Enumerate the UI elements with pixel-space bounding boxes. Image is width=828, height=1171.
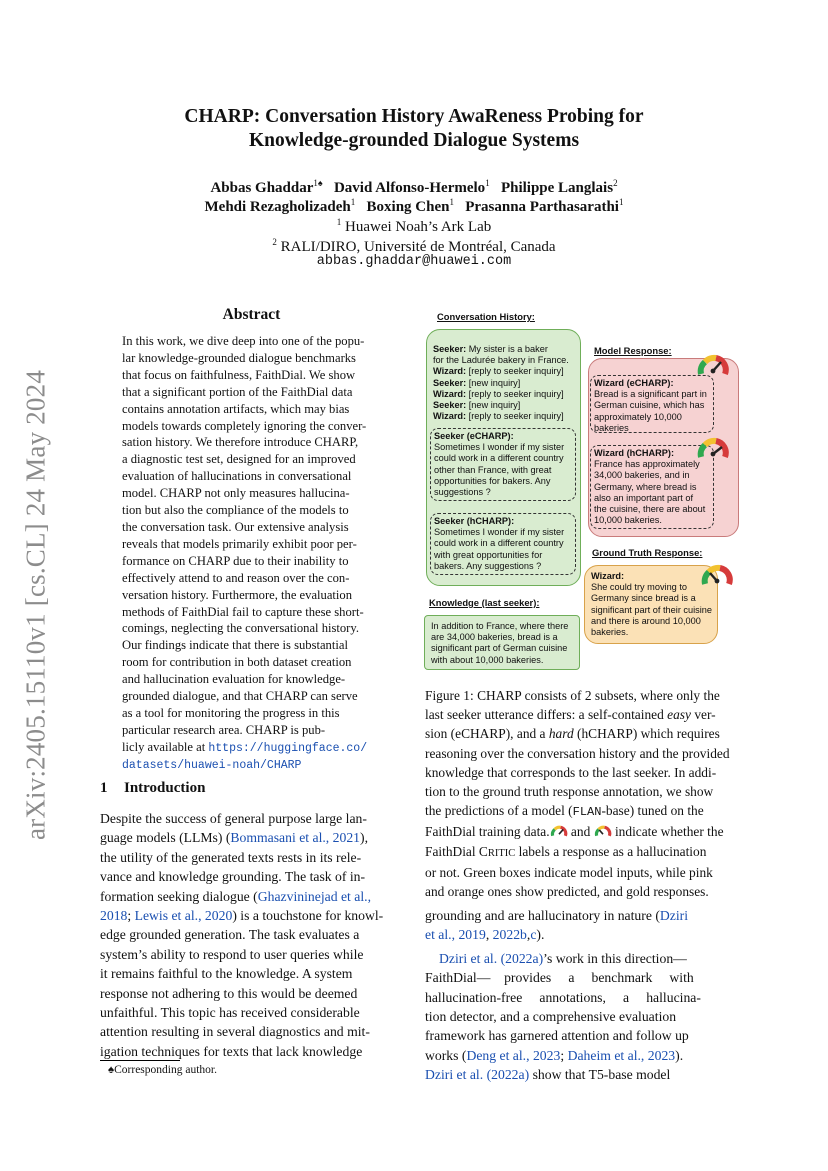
model-name: FLAN: [572, 805, 602, 820]
gold-line: bakeries.: [591, 627, 629, 638]
citation-link[interactable]: Dziri et al. (2022a): [425, 1067, 530, 1083]
abstract-line: that focus on faithfulness, FaithDial. We show: [122, 367, 356, 382]
section-heading-introduction: [100, 780, 205, 797]
caption-line: tion to the ground truth response annotation, we show: [425, 784, 714, 800]
caption-line: knowledge that corresponds to the last seeker. In addi-: [425, 764, 717, 780]
citation-link[interactable]: Lewis et al., 2020: [134, 908, 233, 924]
text-run: (hCHARP) which requires: [573, 726, 720, 742]
author-name: Boxing Chen: [366, 199, 450, 215]
seeker-line: Sometimes I wonder if my sister: [434, 442, 565, 453]
author-affil-sup: 2: [613, 178, 618, 188]
wizard-line: Bread is a significant part in: [594, 389, 707, 400]
title-line-2: Knowledge-grounded Dialogue Systems: [248, 130, 580, 151]
author-affil-sup: 1: [618, 197, 624, 207]
text-run: ).: [536, 927, 545, 943]
turn-text: [reply to seeker inquiry]: [466, 366, 564, 377]
citation-link[interactable]: Ghazvininejad et al.,: [257, 888, 372, 904]
gold-wizard-label: Wizard:: [591, 571, 625, 581]
body-line: hallucination-free annotations, a hallucina-: [425, 989, 701, 1005]
gold-line: Germany since bread is a: [591, 593, 696, 604]
wizard-line: Germany, where bread is: [594, 481, 697, 492]
intro-body: [100, 809, 403, 1061]
text-run: ) is a touchstone for knowl-: [232, 908, 384, 924]
seeker-line: Sometimes I wonder if my sister: [434, 527, 565, 538]
arxiv-side-stamp: [14, 345, 59, 865]
affil-sup: 1: [336, 217, 342, 227]
citation-link[interactable]: Deng et al., 2023: [466, 1047, 561, 1063]
caption-line: reasoning over the conversation history and the provided: [425, 745, 730, 761]
hallucination-gauge-icon: [550, 824, 568, 838]
knowledge-line: are 34,000 bakeries, bread is a: [431, 632, 558, 643]
knowledge-label: Knowledge (last seeker):: [429, 597, 540, 608]
speaker-label: Wizard:: [433, 388, 467, 399]
knowledge-line: In addition to France, where there: [431, 621, 569, 631]
seeker-line: with great opportunities for: [434, 549, 543, 560]
author-affil-sup: 1: [485, 178, 490, 188]
speaker-label: Seeker:: [433, 344, 467, 354]
wizard-line: bakeries: [594, 422, 629, 433]
ground-truth-label: Ground Truth Response:: [592, 547, 703, 558]
history-turn: [433, 411, 574, 422]
text-run: ).: [675, 1047, 684, 1063]
gold-line: She could try moving to: [591, 582, 688, 593]
abstract-line: that a significant portion of the FaithDial data: [122, 384, 353, 399]
abstract-heading: Abstract: [222, 306, 281, 323]
text-run: FaithDial training data.: [425, 824, 550, 840]
text-run: FaithDial C: [425, 843, 488, 859]
faithful-gauge-icon: [700, 562, 734, 596]
intro-line: [100, 887, 403, 906]
intro-line: it remains faithful to the knowledge. A system: [100, 966, 353, 982]
text-run: ),: [360, 830, 369, 846]
echarp-seeker-text: [434, 442, 572, 498]
speaker-label: Wizard:: [433, 366, 467, 377]
abstract-line: grounded dialogue, and that CHARP can serve: [122, 689, 358, 704]
turn-text: [new inquiry]: [466, 400, 521, 411]
affil-text: Huawei Noah’s Ark Lab: [345, 219, 492, 235]
seeker-line: other than France, with great: [434, 464, 552, 475]
intro-line: system’s ability to respond to user queries while: [100, 946, 364, 962]
text-run: ,: [526, 927, 531, 943]
hcharp-wizard-label: Wizard (hCHARP):: [594, 448, 675, 458]
seeker-line: could work in a different country: [434, 453, 564, 464]
text-run: ;: [560, 1047, 568, 1063]
seeker-line: could work in a different country: [434, 538, 564, 549]
abstract-line: models towards completely ignoring the conver-: [122, 418, 367, 433]
author-name: Prasanna Parthasarathi: [465, 199, 619, 215]
caption-line: [425, 724, 730, 743]
citation-link[interactable]: 2022b: [492, 927, 527, 943]
speaker-label: Seeker:: [433, 377, 467, 388]
echarp-seeker-box: [430, 428, 576, 501]
body-line: [425, 906, 730, 925]
arxiv-id-text: arXiv:2405.15110v1 [cs.CL] 24 May 2024: [20, 369, 51, 841]
intro-line: response not adhering to this would be deemed: [100, 985, 358, 1001]
intro-line: igation techniques for texts that lack knowledge: [100, 1043, 363, 1059]
body-line: [425, 949, 730, 968]
paper-title: [150, 105, 678, 153]
caption-line: or not. Green boxes indicate model inputs, while pink: [425, 864, 713, 880]
section-number: 1: [100, 780, 108, 796]
hcharp-seeker-text: [434, 527, 572, 572]
author-affil-sup: 1: [350, 197, 356, 207]
abstract-line: particular research area. CHARP is pub-: [122, 722, 326, 737]
turn-text: My sister is a baker: [466, 344, 548, 354]
text-run: formation seeking dialogue (: [100, 888, 258, 904]
footnote-rule: [100, 1060, 180, 1061]
turn-text: for the Ladurée bakery in France.: [433, 355, 569, 366]
citation-link[interactable]: et al., 2019: [425, 927, 486, 943]
body-line: FaithDial— provides a benchmark with: [425, 970, 694, 986]
text-run: ,: [485, 927, 493, 943]
wizard-line: the cuisine, there are about: [594, 504, 706, 515]
wizard-line: German cuisine, which has: [594, 400, 705, 411]
caption-line: [425, 705, 730, 724]
knowledge-line: significant part of German cuisine: [431, 643, 568, 654]
section-title: Introduction: [124, 780, 206, 796]
body-line: framework has garnered attention and follow up: [425, 1028, 689, 1044]
seeker-line: bakers. Any suggestions ?: [434, 560, 542, 571]
intro-line: Despite the success of general purpose large lan-: [100, 811, 367, 826]
affil-sup: 2: [272, 237, 277, 247]
echarp-wizard-text: [594, 389, 710, 434]
text-run: ver-: [690, 707, 716, 723]
history-turn: [433, 378, 574, 389]
citation-link[interactable]: Bommasani et al., 2021: [230, 830, 361, 846]
abstract-line: sation history. We therefore introduce CHARP,: [122, 435, 359, 450]
abstract-line: and hallucination evaluation for knowledge-: [122, 672, 346, 687]
abstract-line: methods of FaithDial fail to capture these short-: [122, 604, 364, 619]
text-run: the predictions of a model (: [425, 803, 573, 819]
emphasis-hard: hard: [548, 726, 574, 742]
title-line-1: CHARP: Conversation History AwaReness Probing for: [184, 106, 644, 127]
author-name: David Alfonso-Hermelo: [333, 180, 486, 196]
abstract-line: reveals that models primarily exhibit poor per-: [122, 536, 357, 551]
caption-line: [425, 842, 730, 863]
body-line: [425, 1065, 730, 1084]
hallucination-gauge-icon: [696, 352, 730, 386]
abstract-line: In this work, we dive deep into one of the popu-: [122, 334, 365, 348]
figure-1-caption: [425, 686, 730, 901]
turn-text: [new inquiry]: [466, 377, 521, 388]
ground-truth-box: [584, 565, 718, 644]
turn-text: [reply to seeker inquiry]: [466, 411, 564, 422]
abstract-line: formance on CHARP due to their inability to: [122, 553, 349, 568]
conversation-history-label: Conversation History:: [437, 311, 535, 322]
abstract-line: model. CHARP not only measures hallucina-: [122, 486, 350, 501]
hcharp-seeker-box: [430, 513, 576, 575]
intro-line: edge grounded generation. The task evaluates a: [100, 927, 360, 943]
knowledge-text: [431, 621, 573, 666]
citation-link[interactable]: Daheim et al., 2023: [567, 1047, 676, 1063]
text-run: ;: [127, 908, 135, 924]
model-response-label: Model Response:: [594, 345, 672, 356]
author-email[interactable]: abbas.ghaddar@huawei.com: [316, 254, 512, 269]
abstract-line: the conversation task. Our extensive analysis: [122, 519, 349, 534]
intro-line: attention resulting in several diagnostics and mit-: [100, 1024, 370, 1040]
author-name: Abbas Ghaddar: [210, 180, 314, 196]
abstract-line: Our findings indicate that there is substantial: [122, 638, 348, 653]
body-line: [425, 1046, 730, 1065]
abstract-line: effectively attend to and reason over the con-: [122, 570, 350, 585]
abstract-line: tion but also the compliance of the models to: [122, 503, 349, 518]
citation-link[interactable]: 2018: [100, 908, 128, 924]
intro-line: unfaithful. This topic has received considerable: [100, 1005, 360, 1021]
body-line: [425, 925, 730, 944]
abstract-line: as a tool for monitoring the progress in this: [122, 705, 340, 720]
abstract-body: [122, 333, 382, 775]
body-line: tion detector, and a comprehensive evaluation: [425, 1009, 677, 1025]
hcharp-seeker-label: Seeker (hCHARP):: [434, 516, 515, 526]
intro-line: [100, 828, 403, 847]
history-turn: [433, 366, 574, 377]
gold-line: significant part of their cuisine: [591, 604, 713, 615]
abstract-line: versation history. Furthermore, the evaluation: [122, 587, 353, 602]
text-run: sion (eCHARP), and a: [425, 726, 549, 742]
faithful-gauge-icon: [594, 824, 612, 838]
caption-line: Figure 1: CHARP consists of 2 subsets, where only the: [425, 688, 720, 703]
gold-text: [591, 582, 711, 638]
intro-line: vance and knowledge grounding. The task of in-: [100, 869, 366, 885]
abstract-line: a diagnostic test set, designed for an improved: [122, 452, 356, 467]
knowledge-line: with about 10,000 bakeries.: [431, 654, 544, 665]
history-turn: [433, 400, 574, 411]
history-turn: [433, 355, 574, 366]
affil-text: RALI/DIRO, Université de Montréal, Canada: [280, 239, 556, 255]
text-run: guage models (LLMs) (: [100, 830, 231, 846]
turn-text: [reply to seeker inquiry]: [466, 388, 564, 399]
text-run: ’s work in this direction—: [543, 950, 687, 966]
citation-link[interactable]: c: [530, 927, 537, 943]
author-name: Mehdi Rezagholizadeh: [204, 199, 351, 215]
hallucination-gauge-icon: [696, 435, 730, 469]
hcharp-wizard-text: [594, 459, 710, 526]
abstract-line: contains annotation artifacts, which may bias: [122, 401, 350, 416]
text-run: and: [567, 824, 594, 840]
speaker-label: Seeker:: [433, 400, 467, 411]
author-affil-sup: 1♠: [313, 178, 323, 188]
text-run: -base) tuned on the: [601, 803, 704, 819]
emphasis-easy: easy: [667, 707, 691, 723]
speaker-label: Wizard:: [433, 411, 467, 422]
text-run: labels a response as a hallucination: [515, 843, 707, 859]
dataset-url-link[interactable]: datasets/huawei-noah/CHARP: [122, 758, 302, 772]
abstract-line: [122, 739, 382, 758]
dataset-url-link[interactable]: https://huggingface.co/: [208, 741, 368, 755]
history-turn: [433, 389, 574, 400]
wizard-line: also an important part of: [594, 492, 694, 503]
caption-line: [425, 822, 730, 841]
seeker-line: suggestions ?: [434, 487, 491, 498]
wizard-line: approximately 10,000: [594, 411, 682, 422]
author-affil-sup: 1: [449, 197, 454, 207]
wizard-line: France has approximately: [594, 459, 700, 470]
text-run: last seeker utterance differs: a self-contained: [425, 707, 664, 723]
history-lines: [433, 344, 574, 422]
text-run: licly available at: [122, 739, 206, 754]
abstract-line: lar knowledge-grounded dialogue benchmarks: [122, 350, 356, 365]
text-run: indicate whether the: [611, 824, 724, 840]
wizard-line: 10,000 bakeries.: [594, 515, 662, 526]
right-column-body: [425, 906, 730, 1085]
history-turn: [433, 344, 574, 355]
caption-line: [425, 801, 730, 822]
wizard-line: 34,000 bakeries, and in: [594, 470, 690, 481]
abstract-line: evaluation of hallucinations in conversational: [122, 469, 352, 484]
author-name: Philippe Langlais: [500, 180, 614, 196]
citation-link[interactable]: Dziri et al. (2022a): [439, 950, 544, 966]
citation-link[interactable]: Dziri: [659, 908, 689, 923]
text-run: show that T5-base model: [529, 1067, 671, 1083]
small-caps-run: RITIC: [487, 847, 516, 859]
gold-line: and there is around 10,000: [591, 615, 701, 626]
footnote: ♠Corresponding author.: [108, 1064, 217, 1076]
figure-1: [422, 305, 740, 675]
text-run: grounding and are hallucinatory in nature (: [425, 908, 660, 923]
echarp-seeker-label: Seeker (eCHARP):: [434, 431, 514, 441]
seeker-line: opportunities for bakers. Any: [434, 475, 551, 486]
echarp-wizard-label: Wizard (eCHARP):: [594, 378, 674, 388]
caption-line: and orange ones show predicted, and gold responses.: [425, 884, 709, 900]
abstract-line: comings, neglecting the conversational history.: [122, 621, 360, 636]
text-run: works (: [425, 1047, 467, 1063]
intro-line: the utility of the generated texts rests in its rele-: [100, 849, 362, 865]
intro-line: [100, 906, 403, 925]
abstract-line: room for contribution in both dataset creation: [122, 655, 352, 670]
knowledge-box: [424, 615, 580, 670]
